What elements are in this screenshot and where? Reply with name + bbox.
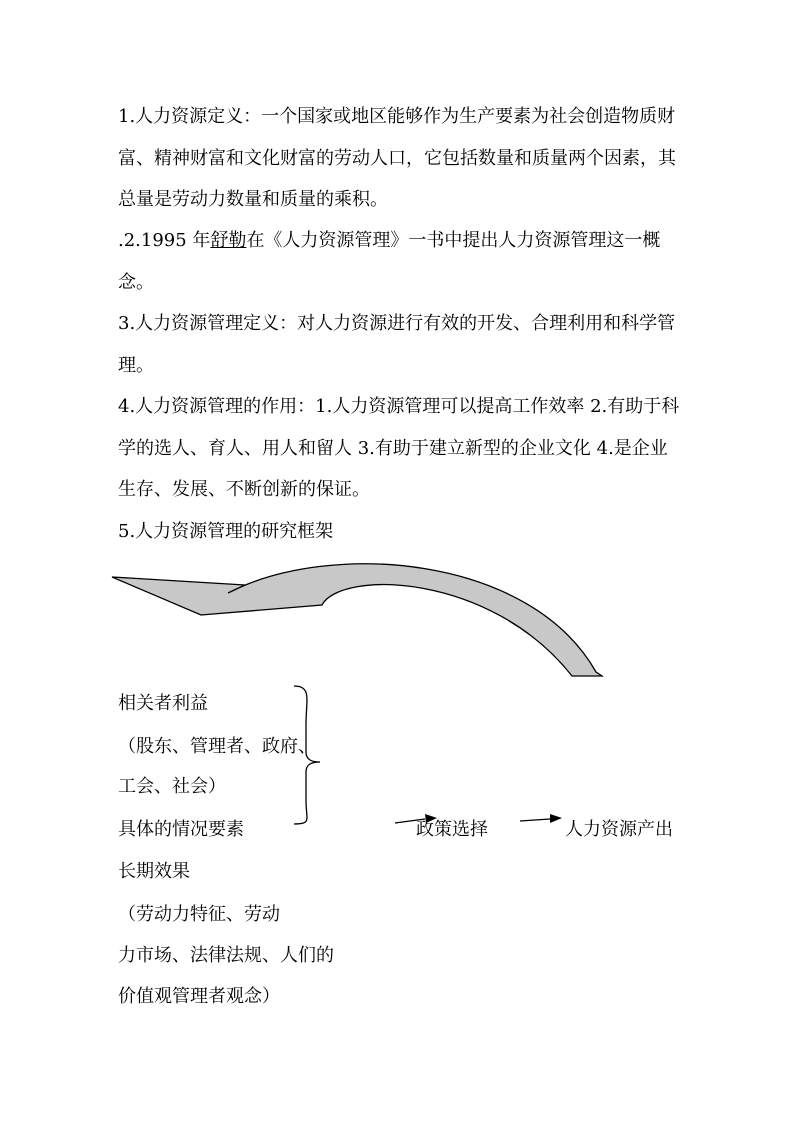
long-term-effects-title: 长期效果 — [118, 861, 190, 882]
stakeholders-detail-line-1: （股东、管理者、政府、 — [118, 736, 316, 757]
schuler-name: 舒勒 — [210, 230, 247, 251]
arrow-to-output-line — [520, 819, 550, 821]
schuler-text-after: 在《人力资源管理》一书中提出人力资源管理这一概念。 — [118, 230, 661, 293]
arrow-to-output-head — [550, 814, 562, 823]
paragraph-hrm-roles: 4.人力资源管理的作用：1.人力资源管理可以提高工作效率 2.有助于科学的选人、育人、用人和留人 3.有助于建立新型的企业文化 4.是企业生存、发展、不断创新的保证。 — [118, 396, 680, 500]
long-term-detail-line-3: 价值观管理者观念） — [118, 986, 280, 1007]
schuler-text-before: .2.1995 年 — [118, 230, 211, 251]
hr-output-label: 人力资源产出 — [565, 819, 673, 840]
stakeholders-title: 相关者利益 — [118, 693, 208, 714]
paragraph-framework-title: 5.人力资源管理的研究框架 — [118, 521, 334, 542]
paragraph-hrm-definition: 3.人力资源管理定义：对人力资源进行有效的开发、合理利用和科学管理。 — [118, 313, 676, 376]
situational-factors-label: 具体的情况要素 — [118, 819, 244, 840]
stakeholders-detail-line-2: 工会、社会） — [118, 776, 226, 797]
curved-feedback-arrow — [112, 564, 602, 676]
long-term-detail-line-1: （劳动力特征、劳动 — [118, 904, 280, 925]
paragraph-hr-definition: 1.人力资源定义：一个国家或地区能够作为生产要素为社会创造物质财富、精神财富和文化财富的劳动人口，它包括数量和质量两个因素，其总量是劳动力数量和质量的乘积。 — [118, 106, 676, 210]
policy-choice-label: 政策选择 — [416, 819, 488, 840]
long-term-detail-line-2: 力市场、法律法规、人们的 — [118, 945, 334, 966]
